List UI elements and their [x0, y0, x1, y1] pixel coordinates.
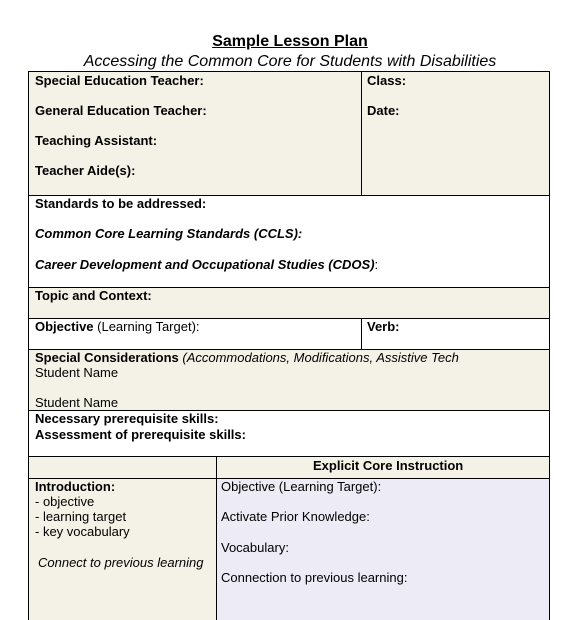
core-objective-label: Objective (Learning Target):: [221, 479, 382, 494]
connection-previous-learning-label: Connection to previous learning:: [221, 570, 408, 585]
topic-context-label: Topic and Context:: [35, 288, 152, 303]
rule: [28, 71, 29, 620]
rule: [361, 71, 362, 195]
prerequisite-assessment-label: Assessment of prerequisite skills:: [35, 427, 246, 442]
special-considerations-line: [35, 350, 467, 365]
rule: [28, 456, 550, 457]
special-education-teacher-label: Special Education Teacher:: [35, 73, 204, 88]
intro-item-objective: - objective: [35, 494, 95, 509]
objective-note: (Learning Target):: [93, 319, 200, 334]
special-considerations-note: (Accommodations, Modifications, Assistive Tech: [178, 350, 459, 365]
introduction-label: Introduction:: [35, 479, 116, 494]
document-subtitle: Accessing the Common Core for Students with Disabilities: [83, 53, 497, 70]
verb-label: Verb:: [367, 319, 400, 334]
general-education-teacher-label: General Education Teacher:: [35, 103, 207, 118]
objective-line: [35, 319, 200, 334]
intro-connect-label: Connect to previous learning: [38, 555, 204, 570]
intro-item-learning-target: - learning target: [35, 509, 127, 524]
date-label: Date:: [367, 103, 400, 118]
explicit-header-left: [29, 456, 216, 478]
rule: [28, 71, 550, 72]
ccls-label: Common Core Learning Standards (CCLS):: [35, 226, 303, 241]
vocabulary-label: Vocabulary:: [221, 540, 289, 555]
class-label: Class:: [367, 73, 407, 88]
class-date-cell: [361, 71, 549, 195]
teacher-aide-label: Teacher Aide(s):: [35, 163, 136, 178]
cdos-line: [35, 257, 378, 272]
student-name-1: Student Name: [35, 365, 119, 380]
special-considerations-label: Special Considerations: [35, 350, 179, 365]
rule: [361, 318, 362, 349]
cdos-label: Career Development and Occupational Studies (CDOS): [35, 257, 375, 272]
document-title: Sample Lesson Plan: [212, 33, 368, 50]
objective-label: Objective: [35, 319, 94, 334]
activate-prior-knowledge-label: Activate Prior Knowledge:: [221, 509, 370, 524]
standards-heading: Standards to be addressed:: [35, 196, 207, 211]
prerequisite-skills-label: Necessary prerequisite skills:: [35, 411, 219, 426]
cdos-colon: :: [374, 257, 379, 272]
student-name-2: Student Name: [35, 395, 119, 410]
explicit-core-instruction-header: Explicit Core Instruction: [313, 458, 464, 473]
rule: [549, 71, 550, 620]
intro-item-key-vocabulary: - key vocabulary: [35, 524, 130, 539]
rule: [216, 456, 217, 620]
teaching-assistant-label: Teaching Assistant:: [35, 133, 158, 148]
